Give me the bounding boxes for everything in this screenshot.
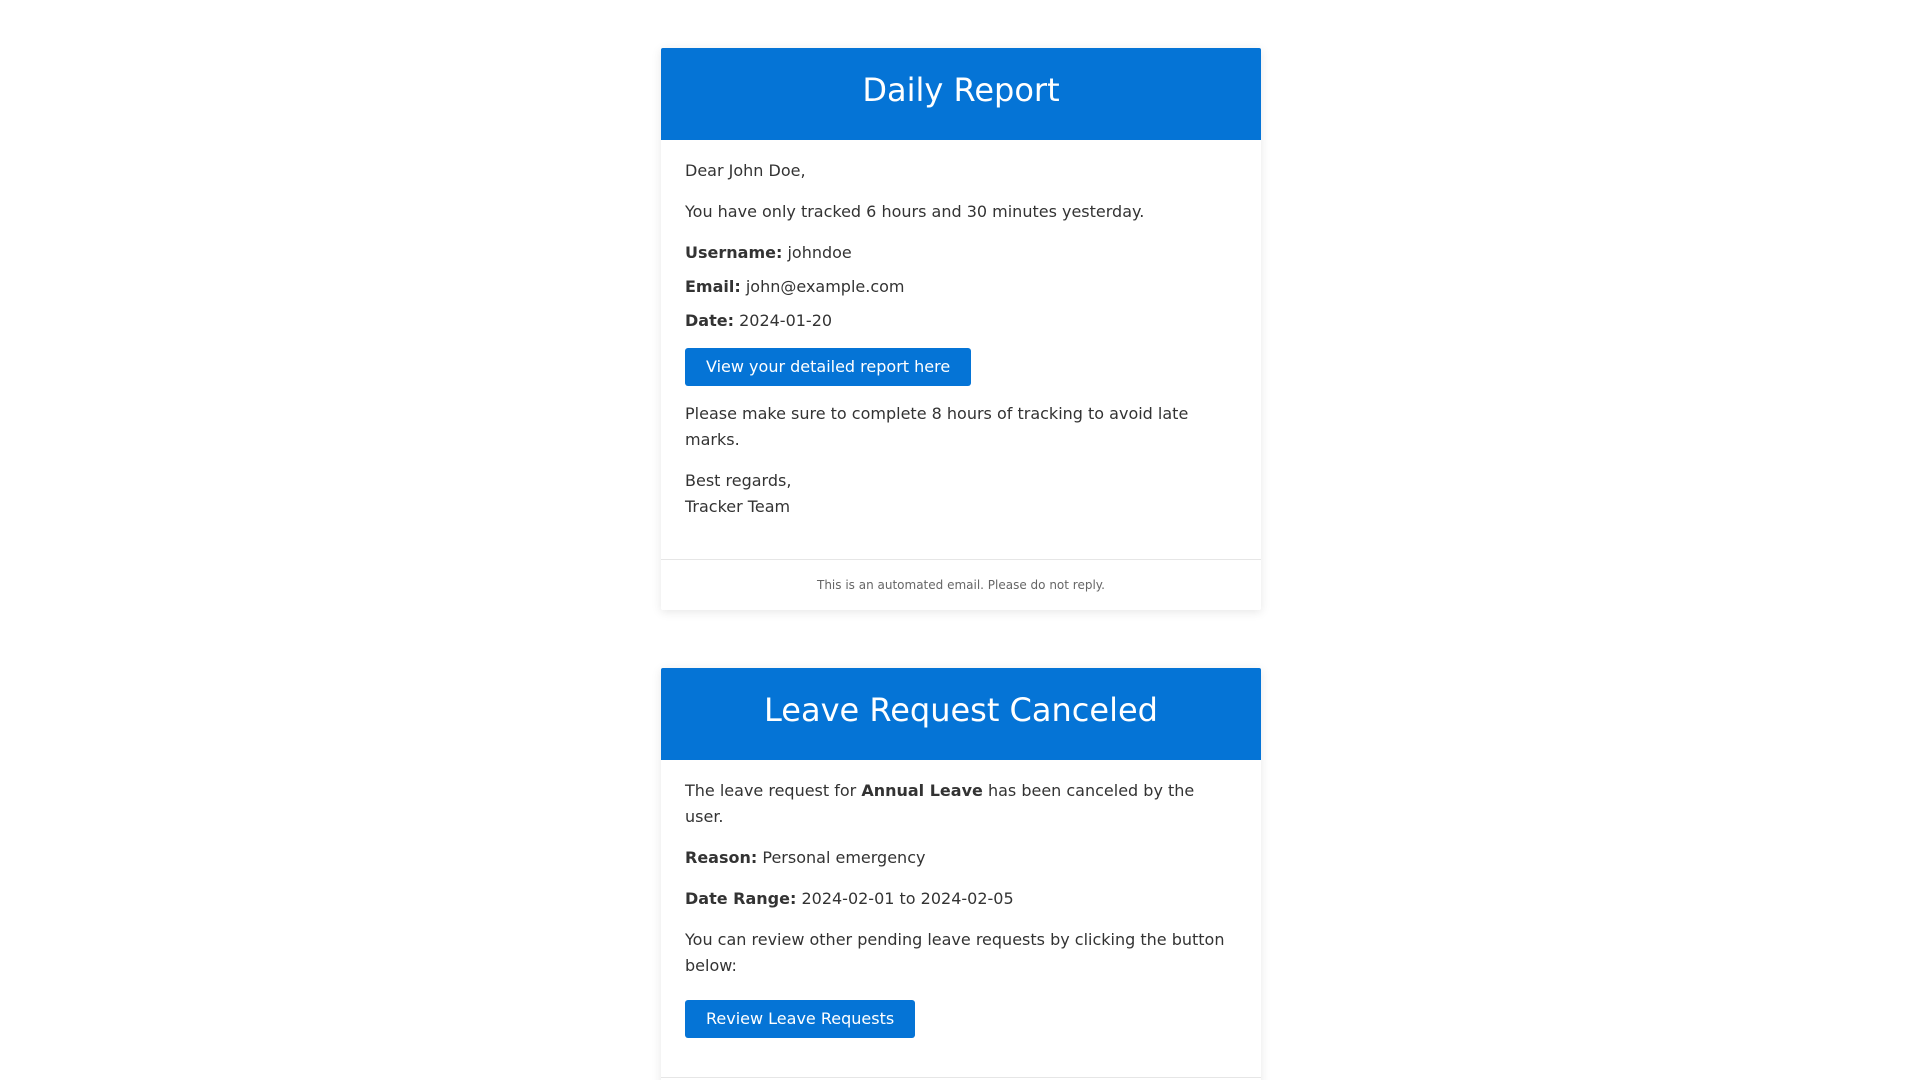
username-row xyxy=(685,240,1237,266)
leave-request-email xyxy=(661,668,1261,1080)
leave-request-title: Leave Request Canceled xyxy=(661,668,1261,760)
leave-intro-suffix: has been canceled by the user. xyxy=(685,781,1195,826)
email-label: Email: xyxy=(685,277,741,296)
view-report-button[interactable]: View your detailed report here xyxy=(685,348,971,386)
username-label: Username: xyxy=(685,243,783,262)
reminder-text: Please make sure to complete 8 hours of tracking to avoid late marks. xyxy=(685,404,1189,449)
leave-intro-prefix: The leave request for xyxy=(685,781,862,800)
daily-report-title: Daily Report xyxy=(661,48,1261,140)
date-range-row xyxy=(685,886,1237,912)
review-message: You can review other pending leave requests by clicking the button below: xyxy=(685,930,1225,975)
email-value: john@example.com xyxy=(745,277,905,296)
tracked-hours-message: You have only tracked 6 hours and 30 minutes yesterday. xyxy=(685,202,1145,221)
signoff-text: Best regards, xyxy=(685,471,792,490)
leave-type: Annual Leave xyxy=(861,781,983,800)
username-value: johndoe xyxy=(787,243,852,262)
reason-value: Personal emergency xyxy=(762,848,926,867)
leave-request-body xyxy=(661,760,1261,1077)
team-name: Tracker Team xyxy=(685,497,791,516)
date-range-label: Date Range: xyxy=(685,889,797,908)
date-range-value: 2024-02-01 to 2024-02-05 xyxy=(801,889,1014,908)
automated-email-footer: This is an automated email. Please do not reply. xyxy=(661,559,1261,610)
daily-report-email xyxy=(661,48,1261,610)
leave-intro-text xyxy=(685,778,1237,830)
email-row xyxy=(685,274,1237,300)
reason-row xyxy=(685,845,1237,871)
date-value: 2024-01-20 xyxy=(739,311,833,330)
reason-label: Reason: xyxy=(685,848,758,867)
greeting-text: Dear John Doe, xyxy=(685,161,806,180)
daily-report-body xyxy=(661,140,1261,559)
date-label: Date: xyxy=(685,311,734,330)
review-leave-requests-button[interactable]: Review Leave Requests xyxy=(685,1000,915,1038)
date-row xyxy=(685,308,1237,334)
signoff-block xyxy=(685,468,1237,520)
